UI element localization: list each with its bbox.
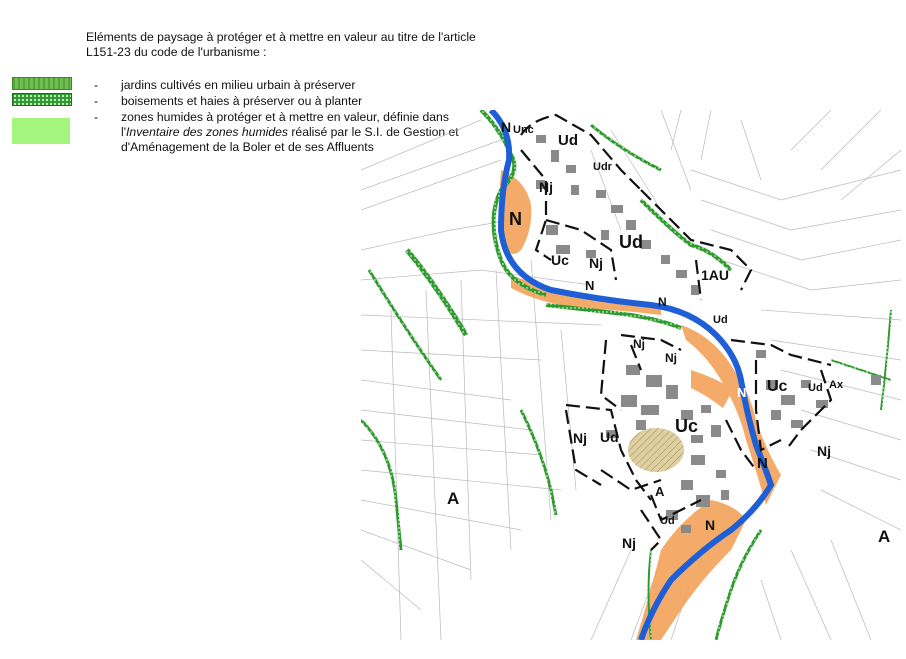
zone-label: Nj — [622, 535, 636, 551]
legend-item-gardens: jardins cultivés en milieu urbain à préserver — [121, 78, 356, 92]
inventory-title: Inventaire des zones humides — [126, 125, 288, 139]
zone-label: A — [447, 489, 460, 508]
zone-label: Nj — [665, 351, 677, 365]
buildings — [536, 135, 881, 533]
zone-label: Uc — [551, 252, 569, 268]
garden-swatch — [12, 77, 72, 90]
legend-marker-1: - — [94, 78, 99, 92]
zone-label: Unc — [513, 124, 534, 136]
wetland-text-start: zones humides à protéger et à mettre en valeur, définie dans l' — [121, 110, 449, 139]
zone-label: Uc — [767, 378, 788, 395]
zone-label: Nj — [589, 255, 603, 271]
hedge-swatch — [12, 93, 72, 106]
zone-label: Ud — [600, 429, 619, 445]
wetland-text-end: réalisé par le S.I. de Gestion et d'Aménagement de la Boler et de ses Affluents — [121, 125, 459, 154]
zone-label: Nj — [817, 443, 831, 459]
zone-label: Uc — [675, 416, 699, 436]
zone-label: N — [705, 517, 716, 533]
zone-boundaries — [521, 115, 831, 550]
zone-label: Nj — [539, 179, 553, 195]
zone-label: A — [878, 527, 891, 546]
zone-label: Ud — [619, 232, 643, 252]
zone-label: Nj — [573, 430, 587, 446]
zone-label: N — [585, 278, 595, 293]
legend-title: Eléments de paysage à protéger et à mettre en valeur au titre de l'article L151-23 du code de l'urbanisme : — [86, 30, 476, 59]
zone-label: N — [509, 209, 522, 229]
wetland-swatch — [12, 118, 70, 144]
zone-label: 1AU — [701, 267, 730, 283]
zone-label: Ud — [808, 382, 823, 394]
zone-label: Ud — [558, 132, 578, 149]
zoning-map — [361, 110, 901, 640]
zone-label: Ax — [829, 379, 844, 391]
zone-label: N — [501, 119, 512, 135]
zone-label: Nj — [633, 337, 645, 351]
zone-label: Ud — [713, 314, 728, 326]
zone-label: Ud — [660, 515, 675, 527]
zone-label: N — [737, 385, 747, 400]
legend-marker-3: - — [94, 110, 99, 124]
zone-label: N — [757, 455, 768, 472]
zone-label: N — [658, 295, 667, 309]
zone-label: Udr — [593, 161, 612, 173]
zone-label: A — [655, 484, 665, 499]
legend-item-hedges: boisements et haies à préserver ou à planter — [121, 94, 363, 108]
legend-marker-2: - — [94, 94, 99, 108]
